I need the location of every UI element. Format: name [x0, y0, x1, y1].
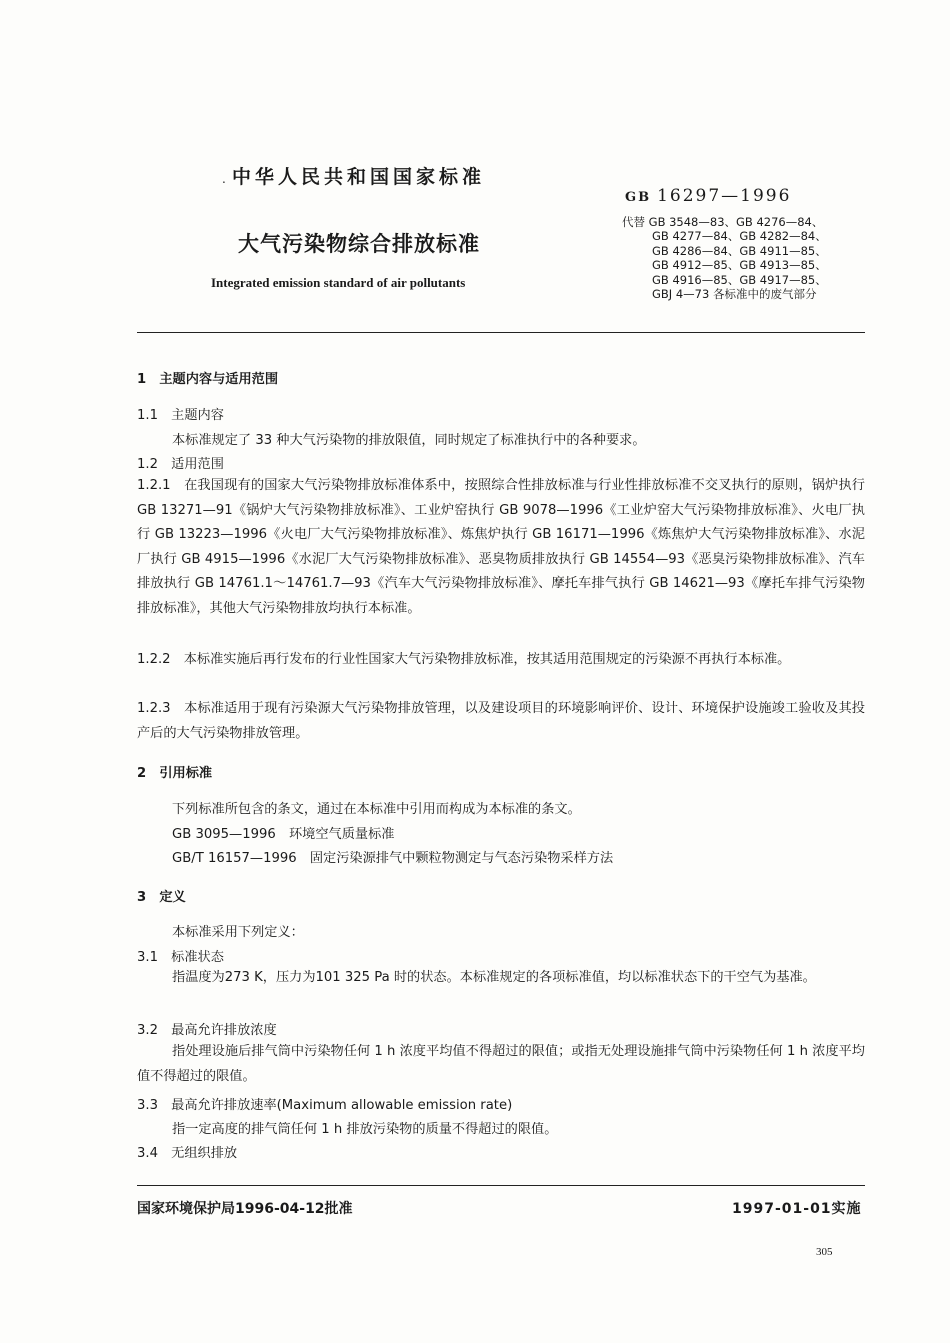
title-chinese: 大气污染物综合排放标准 — [238, 231, 480, 256]
footer-divider — [137, 1185, 865, 1186]
page-number: 305 — [816, 1246, 833, 1258]
dot-mark: . — [222, 172, 226, 186]
replaced-standards — [622, 215, 827, 301]
section-1-1-text: 本标准规定了 33 种大气污染物的排放限值，同时规定了标准执行中的各种要求。 — [172, 433, 646, 448]
national-standard-label: 中华人民共和国国家标准 — [232, 166, 486, 188]
replace-line: GB 4916—85、GB 4917—85、 — [652, 272, 827, 287]
section-1-2-3-text: 1.2.3 本标准适用于现有污染源大气污染物排放管理，以及建设项目的环境影响评价、设计、环境保护设施竣工验收及其投产后的大气污染物排放管理。 — [137, 701, 865, 741]
section-3-1-heading: 3.1 标准状态 — [137, 950, 224, 965]
reference-1: GB 3095—1996 环境空气质量标准 — [172, 827, 395, 842]
replace-line: GBJ 4—73 各标准中的废气部分 — [652, 287, 817, 302]
section-3-4-heading: 3.4 无组织排放 — [137, 1146, 238, 1161]
section-2-text: 下列标准所包含的条文，通过在本标准中引用而构成为本标准的条文。 — [172, 802, 581, 817]
title-english: Integrated emission standard of air pollutants — [211, 275, 466, 290]
replace-line: GB 4286—84、GB 4911—85、 — [652, 243, 827, 258]
replace-line: GB 4912—85、GB 4913—85、 — [652, 258, 827, 273]
section-3-1-text: 指温度为273 K，压力为101 325 Pa 时的状态。本标准规定的各项标准值，均以标准状态下的干空气为基准。 — [172, 970, 816, 985]
section-1-2-heading: 1.2 适用范围 — [137, 457, 224, 472]
section-3-2-text: 指处理设施后排气筒中污染物任何 1 h 浓度平均值不得超过的限值；或指无处理设施排气筒中污染物任何 1 h 浓度平均值不得超过的限值。 — [137, 1044, 865, 1084]
section-3-3-heading: 3.3 最高允许排放速率(Maximum allowable emission rate) — [137, 1098, 513, 1113]
standard-code — [625, 186, 791, 206]
replace-line: GB 4277—84、GB 4282—84、 — [652, 229, 827, 244]
section-1-heading: 1 主题内容与适用范围 — [137, 372, 279, 387]
reference-2: GB/T 16157—1996 固定污染源排气中颗粒物测定与气态污染物采样方法 — [172, 851, 614, 866]
section-3-2-heading: 3.2 最高允许排放浓度 — [137, 1023, 277, 1038]
replace-line: 代替 GB 3548—83、GB 4276—84、 — [622, 215, 824, 229]
implementation-line: 1997-01-01实施 — [732, 1201, 862, 1217]
section-3-heading: 3 定义 — [137, 890, 186, 905]
section-3-3-text: 指一定高度的排气筒任何 1 h 排放污染物的质量不得超过的限值。 — [172, 1122, 558, 1137]
approval-line: 国家环境保护局1996-04-12批准 — [137, 1201, 353, 1217]
section-1-2-1-text: 1.2.1 在我国现有的国家大气污染物排放标准体系中，按照综合性排放标准与行业性排放标准不交叉执行的原则，锅炉执行 GB 13271—91《锅炉大气污染物排放标准》、工业炉窑执行 GB 9078—1996《工业炉窑大气污染物排放标准》、火电厂执行 GB 13223—1996《火电厂大气污染物排放标准》、炼焦炉执行 GB 16171—1996《炼焦炉大气污染物排放标准》、水泥厂执行 GB 4915—1996《水泥厂大气污染物排放标准》、恶臭物质排放执行 GB 14554—93《恶臭污染物排放标准》、汽车排放执行 GB 14761.1～14761.7—93《汽车大气污染物排放标准》、摩托车排气执行 GB 14621—93《摩托车排气污染物排放标准》，其他大气污染物排放均执行本标准。 — [137, 478, 865, 616]
section-1-1-heading: 1.1 主题内容 — [137, 408, 224, 423]
code-prefix: GB — [625, 190, 652, 205]
header-divider — [137, 332, 865, 333]
section-2-heading: 2 引用标准 — [137, 766, 213, 781]
section-3-text: 本标准采用下列定义： — [172, 925, 304, 940]
section-1-2-2-text: 1.2.2 本标准实施后再行发布的行业性国家大气污染物排放标准，按其适用范围规定的污染源不再执行本标准。 — [137, 652, 791, 667]
code-number: 16297—1996 — [657, 186, 792, 206]
